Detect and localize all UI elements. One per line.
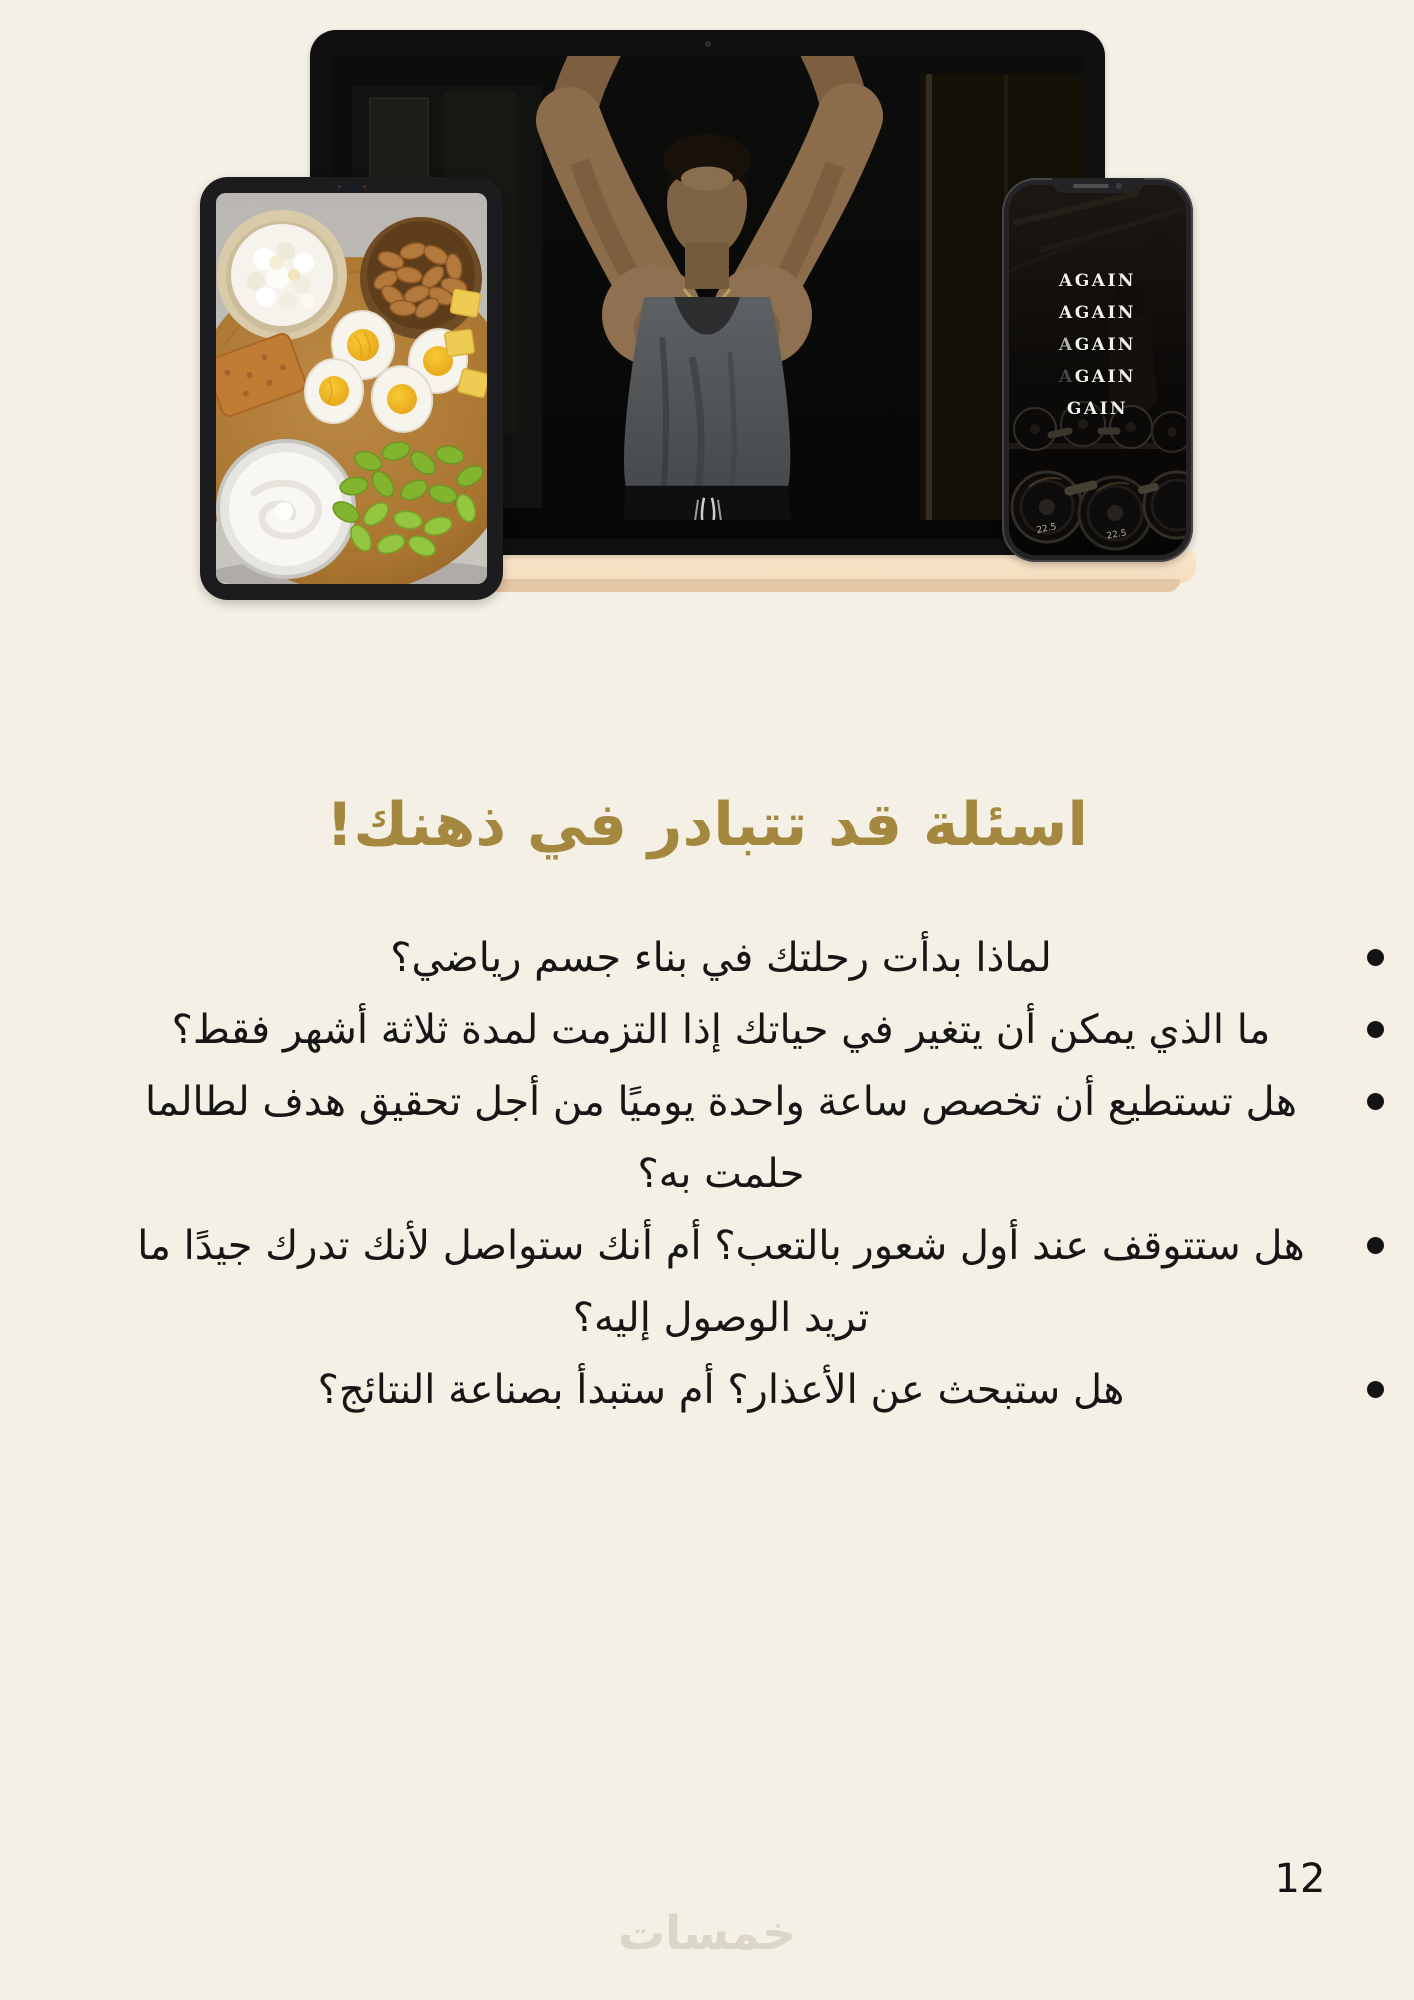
bullet-icon <box>1367 1021 1384 1038</box>
question-text: لماذا بدأت رحلتك في بناء جسم رياضي؟ <box>390 935 1052 981</box>
cottage-cheese-bowl <box>217 210 347 340</box>
phone-mockup <box>1002 178 1193 562</box>
tablet-mockup <box>200 177 503 600</box>
bullet-icon <box>1367 1093 1384 1110</box>
device-mockups-hero <box>0 0 1414 640</box>
list-item <box>40 922 1390 994</box>
list-item <box>40 1354 1390 1426</box>
phone-motivation-text <box>1009 265 1186 425</box>
question-text: هل تستطيع أن تخصص ساعة واحدة يوميًا من أجل تحقيق هدف لطالما حلمت به؟ <box>145 1079 1297 1197</box>
page-number: 12 <box>1274 1856 1326 1902</box>
phone-text-line: AGAIN <box>1059 303 1136 323</box>
bullet-icon <box>1367 1237 1384 1254</box>
phone-speaker-icon <box>1073 184 1109 188</box>
list-item <box>40 1210 1390 1354</box>
phone-camera-icon <box>1116 183 1122 189</box>
page-title: اسئلة قد تتبادر في ذهنك! <box>326 790 1088 861</box>
tablet-camera-icon <box>338 183 366 189</box>
phone-screen-gym-image <box>1009 185 1186 555</box>
questions-list <box>40 922 1390 1426</box>
phone-notch <box>1052 178 1144 193</box>
question-text: هل ستتوقف عند أول شعور بالتعب؟ أم أنك ستواصل لأنك تدرك جيدًا ما تريد الوصول إليه؟ <box>137 1223 1305 1341</box>
list-item <box>40 1066 1390 1210</box>
phone-text-line: AGAIN <box>1059 271 1136 291</box>
phone-text-line: AGAIN <box>1059 335 1136 355</box>
laptop-camera-icon <box>705 41 711 47</box>
phone-text-line: GAIN <box>1066 399 1129 419</box>
plate-weight-label: 22.5 <box>1105 528 1128 542</box>
khamsat-watermark: خمسات <box>617 1906 797 1961</box>
question-text: ما الذي يمكن أن يتغير في حياتك إذا التزمت لمدة ثلاثة أشهر فقط؟ <box>171 1007 1271 1053</box>
tablet-screen-food-image <box>216 193 487 584</box>
protein-foods-illustration <box>216 193 487 584</box>
bullet-icon <box>1367 1381 1384 1398</box>
list-item <box>40 994 1390 1066</box>
bullet-icon <box>1367 949 1384 966</box>
plate-weight-label: 22.5 <box>1035 522 1058 537</box>
question-text: هل ستبحث عن الأعذار؟ أم ستبدأ بصناعة النتائج؟ <box>317 1367 1125 1413</box>
phone-text-line: AGAIN <box>1059 367 1136 387</box>
